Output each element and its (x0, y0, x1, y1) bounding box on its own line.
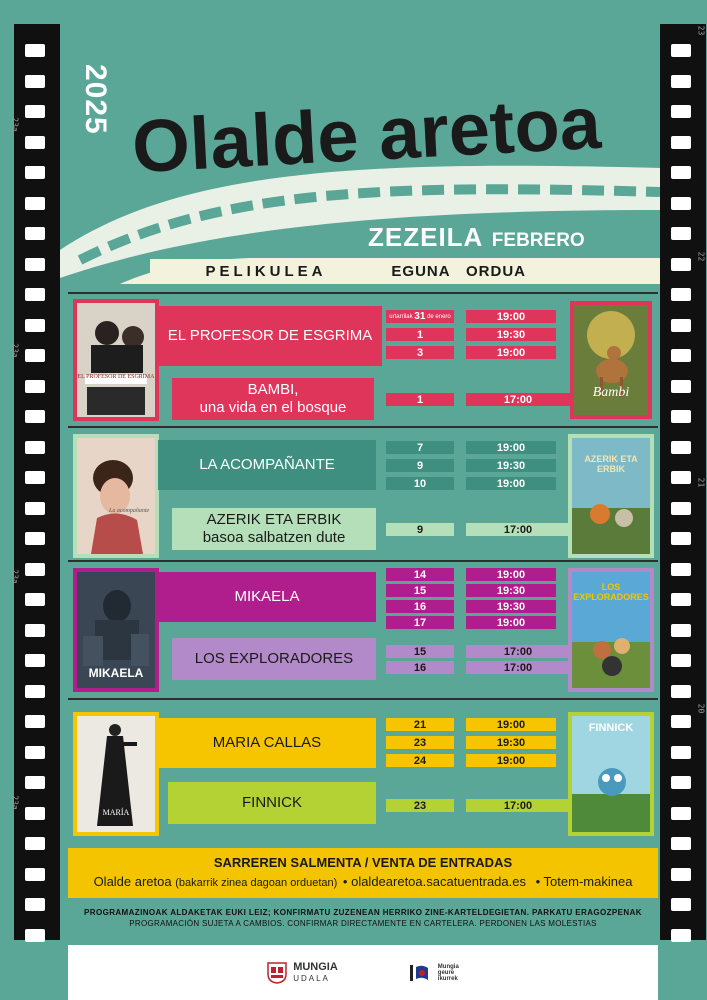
sprocket-hole (25, 288, 45, 301)
sprocket-hole (671, 746, 691, 759)
day-prefix: urtarrilak (389, 313, 413, 320)
sprocket-hole (671, 929, 691, 942)
sales-kiosk: • Totem-makinea (535, 874, 633, 889)
sprocket-hole (25, 624, 45, 637)
day-cell: 9 (386, 459, 454, 472)
day-cell: 7 (386, 441, 454, 454)
film-edge-number: 23a (10, 343, 20, 358)
logo2-line1: Mungia (437, 963, 459, 970)
poster-caption: FINNICK (588, 722, 634, 734)
poster-image (77, 303, 155, 417)
time-cell: 19:00 (466, 754, 556, 767)
logo2-line3: ikurrek (437, 975, 458, 982)
year-label: 2025 (79, 64, 112, 135)
sprocket-hole (671, 868, 691, 881)
sprocket-hole (25, 349, 45, 362)
film-title-profesor: EL PROFESOR DE ESGRIMA (158, 306, 382, 366)
day-suffix: de enero (427, 313, 451, 320)
time-cell: 19:30 (466, 736, 556, 749)
logo-mungia-geure-ikurrek (408, 962, 459, 984)
poster-azerik-eta-erbik (568, 434, 654, 558)
film-title-maria-callas: MARIA CALLAS (158, 718, 376, 768)
disclaimer-eu: PROGRAMAZINOAK ALDAKETAK EUKI LEIZ; KONFIRMATU ZUZENEAN HERRIKO ZINE-KARTELDEGIETAN. PARKATU ERAGOZPENAK (84, 908, 642, 917)
time-cell: 19:30 (466, 600, 556, 613)
film-edge-number: 22 (696, 251, 706, 262)
logo-sub: UDALA (293, 973, 330, 983)
sprocket-hole (25, 136, 45, 149)
sprocket-hole (671, 776, 691, 789)
time-cell: 17:00 (466, 393, 570, 406)
sprocket-hole (25, 441, 45, 454)
logo2-line2: geure (437, 969, 455, 976)
column-header-time: ORDUA (460, 259, 658, 283)
sprocket-hole (671, 441, 691, 454)
poster-bambi (570, 301, 652, 419)
poster-la-acompanante (73, 434, 159, 558)
day-cell: 1 (386, 328, 454, 341)
logo-text (293, 961, 338, 985)
logo-main: MUNGIA (293, 960, 338, 973)
time-cell: 17:00 (466, 799, 570, 812)
sprocket-hole (671, 258, 691, 271)
week-3-panel (68, 560, 658, 698)
sprocket-hole (25, 258, 45, 271)
sprocket-hole (671, 136, 691, 149)
sprocket-hole (671, 532, 691, 545)
film-edge-number: 20 (696, 703, 706, 714)
sprocket-hole (25, 898, 45, 911)
film-title-line2: basoa salbatzen dute (202, 529, 346, 546)
time-cell: 17:00 (466, 661, 570, 674)
sprocket-hole (25, 593, 45, 606)
poster-caption: La acompañante (109, 508, 150, 514)
week-4-panel (68, 698, 658, 838)
time-cell: 19:00 (466, 616, 556, 629)
time-cell: 19:00 (466, 310, 556, 323)
film-edge-number: 23a (10, 569, 20, 584)
sprocket-hole (671, 715, 691, 728)
sponsor-footer (68, 945, 658, 1000)
sprocket-hole (25, 502, 45, 515)
time-cell: 19:30 (466, 584, 556, 597)
sprocket-hole (25, 807, 45, 820)
sales-heading: SARREREN SALMENTA / VENTA DE ENTRADAS (213, 855, 513, 870)
poster-caption: Bambi (592, 385, 630, 400)
sprocket-hole (25, 563, 45, 576)
day-cell (386, 310, 454, 323)
film-title-line1: BAMBI, (247, 381, 299, 398)
sprocket-hole (671, 837, 691, 850)
logo-text (438, 964, 459, 982)
sprocket-hole (671, 654, 691, 667)
column-header-day: EGUNA (386, 259, 456, 283)
sprocket-hole (671, 624, 691, 637)
sprocket-hole (25, 715, 45, 728)
film-title-mikaela: MIKAELA (158, 572, 376, 622)
day-cell: 23 (386, 799, 454, 812)
time-cell: 19:00 (466, 346, 556, 359)
day-cell: 15 (386, 584, 454, 597)
film-title-la-acompanante: LA ACOMPAÑANTE (158, 440, 376, 490)
time-cell: 17:00 (466, 645, 570, 658)
sales-venue-note: (bakarrik zinea dagoan orduetan) (175, 877, 338, 889)
poster-caption: LOS EXPLORADORES (573, 582, 649, 602)
film-strip-left (10, 24, 60, 940)
sprocket-hole (25, 75, 45, 88)
sprocket-hole (671, 319, 691, 332)
sprocket-hole (671, 227, 691, 240)
poster-mikaela (73, 568, 159, 692)
sprocket-hole (671, 410, 691, 423)
disclaimer-es: PROGRAMACIÓN SUJETA A CAMBIOS. CONFIRMAR DIRECTAMENTE EN CARTELERA. PERDONEN LAS MOLESTIAS (129, 919, 597, 928)
poster-profesor-esgrima (73, 299, 159, 421)
film-title-los-exploradores: LOS EXPLORADORES (172, 638, 376, 680)
sales-web: • olaldearetoa.sacatuentrada.es (342, 874, 526, 889)
column-header-film: PELIKULEA (150, 259, 382, 283)
film-edge-number: 23 (696, 25, 706, 36)
sprocket-hole (25, 44, 45, 57)
time-cell: 19:30 (466, 459, 556, 472)
day-cell: 24 (386, 754, 454, 767)
film-edge-number: 21 (696, 477, 706, 488)
sprocket-hole (671, 593, 691, 606)
sprocket-hole (671, 563, 691, 576)
time-cell: 19:00 (466, 477, 556, 490)
sprocket-hole (671, 349, 691, 362)
poster-finnick (568, 712, 654, 836)
flag-mark-icon (408, 962, 432, 984)
sprocket-hole (25, 868, 45, 881)
sprocket-hole (671, 166, 691, 179)
sales-details (68, 874, 658, 889)
day-cell: 14 (386, 568, 454, 581)
film-title-line1: AZERIK ETA ERBIK (206, 511, 342, 528)
day-cell: 3 (386, 346, 454, 359)
film-edge-number: 23a (10, 795, 20, 810)
sprocket-hole (25, 471, 45, 484)
film-title-line2: una vida en el bosque (199, 399, 347, 416)
sprocket-hole (671, 807, 691, 820)
time-cell: 19:00 (466, 441, 556, 454)
sprocket-hole (25, 746, 45, 759)
film-title-finnick: FINNICK (168, 782, 376, 824)
shield-icon (267, 962, 287, 984)
week-1-panel (68, 292, 658, 426)
poster-caption: AZERIK ETA ERBIK (584, 454, 638, 474)
sprocket-hole (25, 105, 45, 118)
sprocket-hole (671, 288, 691, 301)
film-strip-right (660, 24, 706, 940)
poster-caption: MIKAELA (88, 666, 144, 680)
poster-caption: MARÍA (102, 808, 130, 817)
film-title-bambi (172, 378, 374, 420)
disclaimer (68, 908, 658, 928)
day-number: 31 (414, 311, 426, 322)
sprocket-hole (25, 929, 45, 942)
day-cell: 23 (386, 736, 454, 749)
sprocket-hole (671, 75, 691, 88)
ticket-sales-banner (68, 848, 658, 898)
day-cell: 16 (386, 661, 454, 674)
sprocket-hole (25, 654, 45, 667)
time-cell: 19:00 (466, 718, 556, 731)
sprocket-hole (25, 197, 45, 210)
time-cell: 19:00 (466, 568, 556, 581)
sprocket-hole (25, 166, 45, 179)
sprocket-hole (671, 898, 691, 911)
day-cell: 9 (386, 523, 454, 536)
day-cell: 10 (386, 477, 454, 490)
sprocket-hole (25, 410, 45, 423)
day-cell: 21 (386, 718, 454, 731)
poster-image (77, 438, 155, 554)
day-cell: 15 (386, 645, 454, 658)
poster-los-exploradores (568, 568, 654, 692)
venue-title: Olalde aretoa (130, 80, 603, 189)
sprocket-hole (25, 380, 45, 393)
week-2-panel (68, 426, 658, 560)
sprocket-hole (671, 44, 691, 57)
month-eu: ZEZEILA (368, 222, 484, 252)
sprocket-hole (671, 197, 691, 210)
sprocket-hole (671, 471, 691, 484)
film-title-azerik (172, 508, 376, 550)
sprocket-hole (25, 227, 45, 240)
time-cell: 17:00 (466, 523, 570, 536)
sprocket-hole (671, 685, 691, 698)
sprocket-hole (25, 319, 45, 332)
poster-maria-callas (73, 712, 159, 836)
sprocket-hole (671, 380, 691, 393)
time-cell: 19:30 (466, 328, 556, 341)
sprocket-hole (25, 532, 45, 545)
sprocket-hole (25, 685, 45, 698)
day-cell: 1 (386, 393, 454, 406)
poster-caption: EL PROFESOR DE ESGRIMA (77, 374, 155, 380)
month-es: FEBRERO (491, 230, 585, 251)
film-edge-number: 23a (10, 117, 20, 132)
sales-venue: Olalde aretoa (93, 874, 172, 889)
logo-mungia-udala (267, 961, 338, 985)
sprocket-hole (671, 502, 691, 515)
sprocket-hole (25, 776, 45, 789)
month-label (368, 222, 585, 253)
sprocket-hole (25, 837, 45, 850)
day-cell: 16 (386, 600, 454, 613)
sprocket-hole (671, 105, 691, 118)
day-cell: 17 (386, 616, 454, 629)
